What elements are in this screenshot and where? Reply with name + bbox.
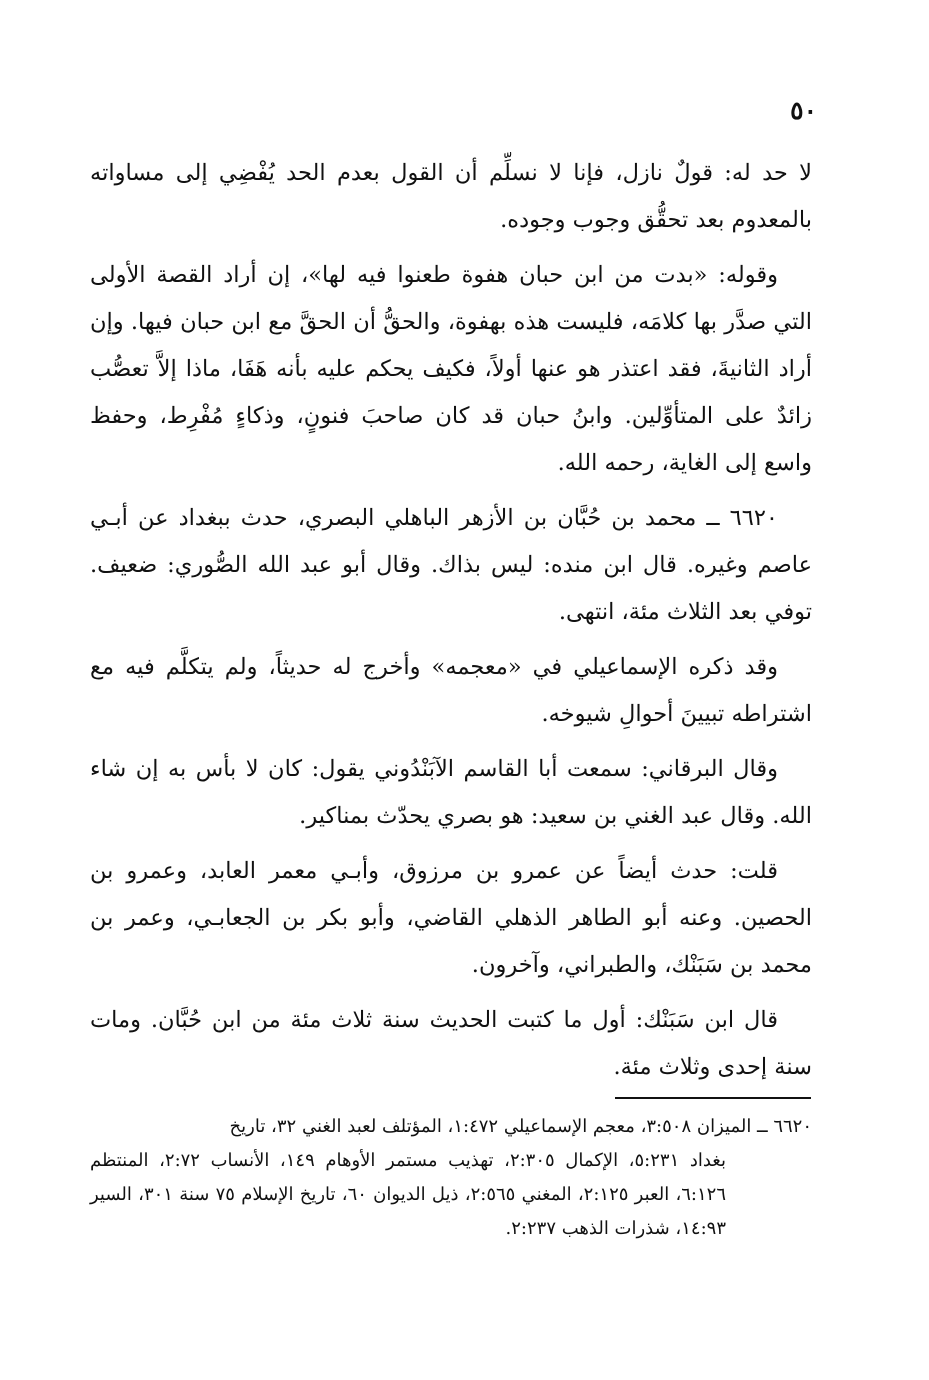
footnote-continuation: بغداد ٥:٢٣١، الإكمال ٢:٣٠٥، تهذيب مستمر الأوهام ١٤٩، الأنساب ٢:٧٢، المنتظم ٦:١٢٦، العبر ٢:١٢٥، المغني ٢:٥٦٥، ذيل الديوان ٦٠، تاريخ الإسلام ٧٥ سنة ٣٠١، السير ١٤:٩٣، شذرات الذهب ٢:٢٣٧. bbox=[90, 1150, 727, 1239]
paragraph: لا حد له: قولٌ نازل، فإنا لا نسلِّم أن القول بعدم الحد يُفْضِي إلى مساواته بالمعدوم بعد تحقُّق وجوب وجوده. bbox=[90, 160, 812, 233]
entry-paragraph: ٦٦٢٠ ــ محمد بن حُبَّان بن الأزهر الباهلي البصري، حدث ببغداد عن أبـي عاصم وغيره. قال ابن منده: ليس بذاك. وقال أبو عبد الله الصُّوري: ضعيف. توفي بعد الثلاث مئة، انتهى. bbox=[90, 505, 812, 625]
paragraph: وقال البرقاني: سمعت أبا القاسم الآبَنْدُوني يقول: كان لا بأس به إن شاء الله. وقال عبد الغني بن سعيد: هو بصري يحدّث بمناكير. bbox=[90, 756, 812, 829]
paragraph: قال ابن سَبَنْك: أول ما كتبت الحديث سنة ثلاث مئة من ابن حُبَّان. ومات سنة إحدى وثلاث مئة. bbox=[90, 1007, 812, 1080]
footnotes bbox=[90, 1110, 812, 1246]
paragraph: وقوله: «بدت من ابن حبان هفوة طعنوا فيه لها»، إن أراد القصة الأولى التي صدَّر بها كلامَه، فليست هذه بهفوة، والحقُّ أن الحقَّ مع ابن حبان فيها. وإن أراد الثانيةَ، فقد اعتذر هو عنها أولاً، فكيف يحكم عليه بأنه هَفَا، ماذا إلاَّ تعصُّب زائدٌ على المتأوِّلين. وابنُ حبان قد كان صاحبَ فنونٍ، وذكاءٍ مُفْرِط، وحفظ واسع إلى الغاية، رحمه الله. bbox=[90, 262, 812, 476]
footnote-lead: ٦٦٢٠ ــ الميزان ٣:٥٠٨، معجم الإسماعيلي ١:٤٧٢، المؤتلف لعبد الغني ٣٢، تاريخ bbox=[229, 1116, 812, 1137]
page-number: ٥٠ bbox=[790, 96, 817, 125]
main-text bbox=[90, 150, 812, 1099]
paragraph: قلت: حدث أيضاً عن عمرو بن مرزوق، وأبـي معمر العابد، وعمرو بن الحصين. وعنه أبو الطاهر الذهلي القاضي، وأبو بكر بن الجعابـي، وعمر بن محمد بن سَبَنْك، والطبراني، وآخرون. bbox=[90, 858, 812, 978]
footnote-divider bbox=[615, 1097, 811, 1099]
paragraph: وقد ذكره الإسماعيلي في «معجمه» وأخرج له حديثاً، ولم يتكلَّم فيه مع اشتراطه تبيينَ أحوالِ شيوخه. bbox=[90, 654, 812, 727]
